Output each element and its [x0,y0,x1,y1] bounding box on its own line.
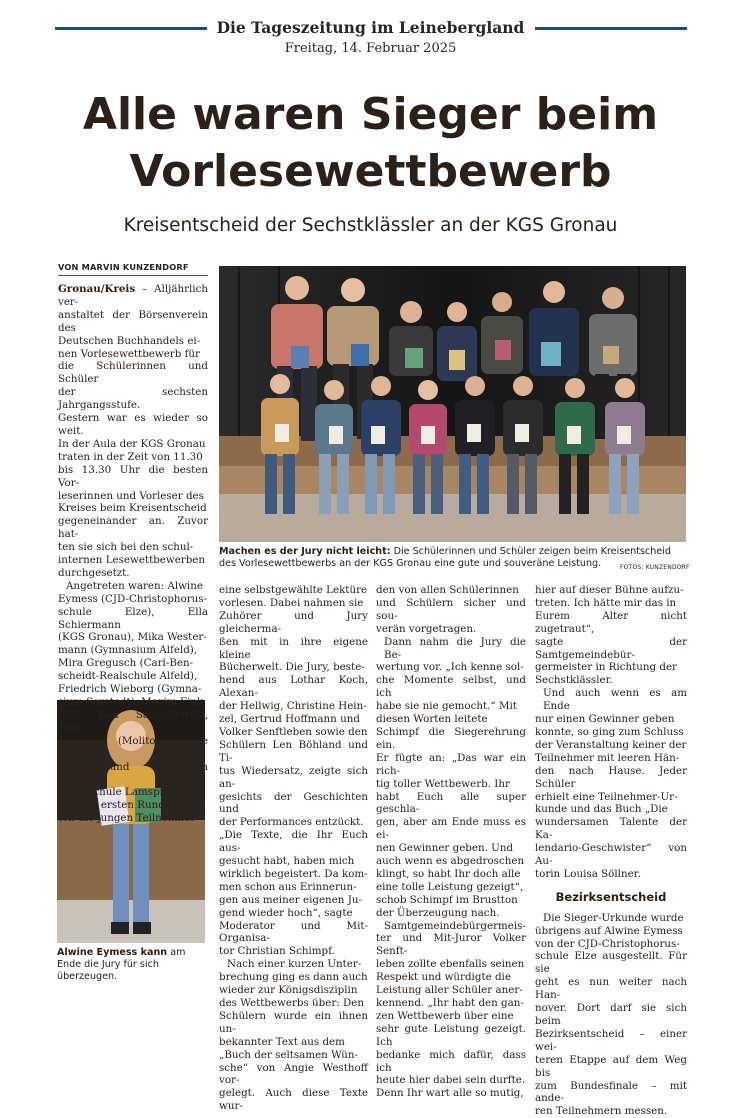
text-line: übrigens auf Alwine Eymess [535,924,683,937]
headline-line-1: Alle waren Sieger beim [82,89,659,140]
text-line: gen aus meiner eigenen Ju- [219,893,362,906]
text-line: In der ersten Runde muss- [66,799,205,812]
text-line: Bücherwelt. Die Jury, beste- [219,661,365,674]
text-line: Samtgemeindebürgermeis- [384,919,526,932]
text-line: tus Wiedersatz, zeigte sich an- [219,764,368,790]
text-line: den von allen Schülerinnen [376,584,519,596]
text-line: eine tolle Leistung gezeigt“, [376,880,524,893]
text-line: Schimpf die Siegerehrung ein. [376,725,526,751]
text-line: erhielt eine Teilnehmer-Ur- [535,790,678,803]
side-photo-caption [57,947,207,983]
text-line: gesichts der Geschichten und [219,790,368,816]
text-line: traten in der Zeit von 11.30 [58,450,203,463]
text-line: durchgesetzt. [58,566,130,579]
text-line: Angetreten waren: Alwine [66,579,203,592]
text-line: wertung vor. „Ich kenne sol- [376,661,524,674]
text-line: sum) und Samantha Meinders [58,760,208,786]
photo-credit: FOTOS: KUNZENDORF [620,564,690,571]
text-line: teren Etappe auf dem Weg bis [535,1053,687,1079]
text-line: wundersamen Talente der Ka- [535,816,687,842]
text-line: des Wettbewerbs über: Den [219,997,364,1009]
main-photo-caption-bold: Machen es der Jury nicht leicht: [219,546,391,557]
text-line: wieder zur Königsdisziplin [219,984,358,997]
text-line: leserinnen und Vorleser des [58,489,204,502]
col1-paragraph-3 [58,799,208,825]
text-line: ten die jungen Teilnehmer [58,812,196,825]
col1-paragraph-2 [58,580,208,593]
text-line: Und auch wenn es am Ende [543,687,687,713]
masthead-title: Die Tageszeitung im Leinebergland [216,18,525,37]
text-line: zum Bundesfinale – mit ande- [535,1079,687,1105]
text-line: gegeneinander an. Zuvor hat- [58,515,208,541]
text-line: che Momente selbst, und ich [376,674,526,700]
column-1 [58,283,208,825]
text-line: sium Sarstedt), Maxim Fink [58,696,204,708]
text-line: Schülern wurde ein ihnen un- [219,1009,368,1035]
col4-paragraph-1 [535,584,687,687]
text-line: Mira Gregusch (Carl-Ben- [58,657,194,670]
main-photo-caption-text: Die Schülerinnen und Schüler zeigen beim Kreisentscheid des Vorlesewettbewerbs an der KGS Gronau eine gute und souveräne Leistung. [219,546,671,569]
text-line: „Buch der seltsamen Wün- [219,1048,358,1061]
text-line: (Oberschule Lamspringe). [58,786,195,799]
col2-paragraph-2 [219,958,368,1113]
text-line: Moderator und Mit-Organisa- [219,919,368,945]
text-line: der sechsten Jahrgangsstufe. [58,386,208,412]
text-line: scheidt-Realschule Alfeld), [58,670,198,683]
text-line: schule Elze ausgestellt. Für sie [535,950,687,976]
column-4 [535,584,687,1118]
text-line: zel, Gertrud Hoffmann und [219,713,360,726]
text-line: gen, aber am Ende muss es ei- [376,816,526,842]
col1-paragraph-1 [58,283,208,580]
text-line: die Schülerinnen und Schüler [58,360,208,386]
col2-paragraph-1 [219,584,368,958]
text-line: kennend. „Ihr habt den gan- [376,997,524,1009]
text-line: gelegt. Auch diese Texte wur- [219,1087,368,1113]
text-line: Schülern Len Böhland und Ti- [219,738,368,764]
text-line: ßen mit in ihre eigene kleine [219,635,368,661]
text-line: nen Vorlesewettbewerb für [58,347,200,360]
text-line: Teilnehmer mit leeren Hän- [535,751,680,764]
text-line: mann (Gymnasium Alfeld), [58,644,198,657]
text-line: zen Wettbewerb über eine [376,1009,514,1022]
text-line: Denn Ihr wart alle so mutig, [376,1087,524,1100]
text-line: anstaltet der Börsenverein des [58,308,208,334]
text-line: Deutschen Buchhandels ei- [58,334,201,347]
section-subtitle: Bezirksentscheid [555,889,667,904]
text-line: Kreises beim Kreisentscheid [58,502,207,515]
text-line: bis 13.30 Uhr die besten Vor- [58,463,208,489]
text-line: ter und Mit-Juror Volker Senft- [376,932,526,958]
col4-paragraph-3 [535,912,687,1118]
text-line: (IGS Bad Salzdetfurth), Nele [58,708,208,734]
text-line: leben zollte ebenfalls seinen [376,958,525,971]
text-line: Er fügte an: „Das war ein rich- [376,751,526,777]
text-line: Volker Senftleben sowie den [219,725,368,738]
headline-line-2: Vorlesewettbewerb [129,146,612,197]
side-photo-caption-bold: Alwine Eymess kann [57,947,168,958]
text-line: habt Euch alle super geschla- [376,790,526,816]
text-line: klingt, so habt Ihr doch alle [376,867,521,880]
text-line: (KGS Gronau), Mika Wester- [58,631,207,644]
text-line: hend aus Lothar Koch, Alexan- [219,674,368,700]
main-photo-illustration [219,266,686,542]
main-photo [219,266,686,542]
text-line: Friedrich Wieborg (Gymna- [58,683,202,696]
text-line: Leistung aller Schüler aner- [376,984,523,997]
text-line: Die Sieger-Urkunde wurde [543,911,684,924]
text-line: internen Lesewettbewerben [58,554,206,567]
text-line: gesucht habt, haben mich [219,855,355,868]
col3-paragraph-1 [376,584,526,636]
text-line: sagte der Samtgemeindebür- [535,635,687,661]
text-line: lendario-Geschwister“ von Au- [535,842,687,868]
text-line: bedanke mich dafür, dass ich [376,1048,526,1074]
text-line: auch wenn es abgedroschen [376,855,525,868]
text-line: Bezirksentscheid – einer wei- [535,1027,687,1053]
text-line: eine selbstgewählte Lektüre [219,584,368,596]
text-line: schob Schimpf im Brustton [376,893,518,906]
text-line: Eurem Alter nicht zugetraut“, [535,609,687,635]
text-line: diesen Worten leitete [376,713,488,726]
text-line: von der CJD-Christophorus- [535,937,680,950]
col1-paragraph-2-cont [58,593,208,800]
text-line: sche“ von Angie Westhoff vor- [219,1061,368,1087]
text-line: schule Elze), Ella Schiermann [58,605,208,631]
text-line: men schon aus Erinnerun- [219,880,357,893]
byline-rule [58,275,208,276]
text-line: In der Aula der KGS Gronau [58,437,206,450]
text-line: vorlesen. Dabei nahmen sie [219,596,364,609]
side-photo-caption-text: am Ende die Jury für sich überzeugen. [57,947,186,982]
column-2 [219,584,368,1113]
text-line: Respekt und würdigte die [376,971,511,984]
text-line: gend wieder hoch“, sagte [219,906,353,919]
text-line: kunde und das Buch „Die [535,803,668,816]
text-line: Dann nahm die Jury die Be- [384,635,526,661]
col3-paragraph-2 [376,636,526,920]
text-line: der Veranstaltung keiner der [535,738,687,751]
masthead-date: Freitag, 14. Februar 2025 [284,41,457,56]
text-line: nen Gewinner geben. Und [376,842,514,855]
subheadline: Kreisentscheid der Sechstklässler an der KGS Gronau [123,215,618,236]
text-line: geht es nun weiter nach Han- [535,976,687,1002]
main-photo-caption [219,546,689,570]
text-line: Gestern war es wieder so weit. [58,412,208,437]
text-line: ren Teilnehmern messen. [535,1105,668,1118]
text-line: germeister in Richtung der [535,661,677,674]
text-line: verän vorgetragen. [376,622,477,635]
text-line: der Überzeugung nach. [376,906,500,919]
text-line: treten. Ich hätte mir das in [535,596,677,609]
text-line: tor Christian Schimpf. [219,945,335,958]
text-line: Sechstklässler. [535,674,613,687]
col4-paragraph-2 [535,687,687,881]
text-line: den nach Hause. Jeder Schüler [535,764,687,790]
byline: VON MARVIN KUNZENDORF [58,262,189,272]
text-line: nur einen Gewinner geben [535,713,675,726]
text-line: „Die Texte, die Ihr Euch aus- [219,829,368,855]
text-line: hier auf dieser Bühne aufzu- [535,584,684,596]
text-line: brechung ging es dann auch [219,971,368,984]
headline [40,86,701,200]
text-line: Nach einer kurzen Unter- [227,958,362,971]
text-line: ten sie sich bei den schul- [58,541,194,554]
text-line: heute hier dabei sein durfte. [376,1074,526,1087]
text-line: Zuhörer und Jury gleicherma- [219,609,368,635]
col3-paragraph-3 [376,920,526,1101]
text-line: – Alljährlich ver- [58,283,208,308]
text-line: der Performances entzückt. [219,816,364,829]
text-line: Tönnies (Molitoris-Schule Har- [58,734,208,760]
text-line: sehr gute Leistung gezeigt. Ich [376,1022,526,1048]
text-line: Eymess (CJD-Christophorus- [58,592,208,605]
text-line: torin Louisa Söllner. [535,867,641,880]
text-line: tig toller Wettbewerb. Ihr [376,777,510,790]
column-3 [376,584,526,1100]
dateline: Gronau/Kreis [58,283,136,295]
text-line: bekannter Text aus dem [219,1035,345,1048]
text-line: konnte, so ging zum Schluss [535,725,684,738]
text-line: nover. Dort darf sie sich beim [535,1002,687,1027]
text-line: wirklich begeistert. Da kom- [219,867,368,880]
text-line: und Schülern sicher und sou- [376,596,526,622]
text-line: habe sie nie gemocht.“ Mit [376,700,517,713]
text-line: der Hellwig, Christine Hein- [219,700,367,713]
